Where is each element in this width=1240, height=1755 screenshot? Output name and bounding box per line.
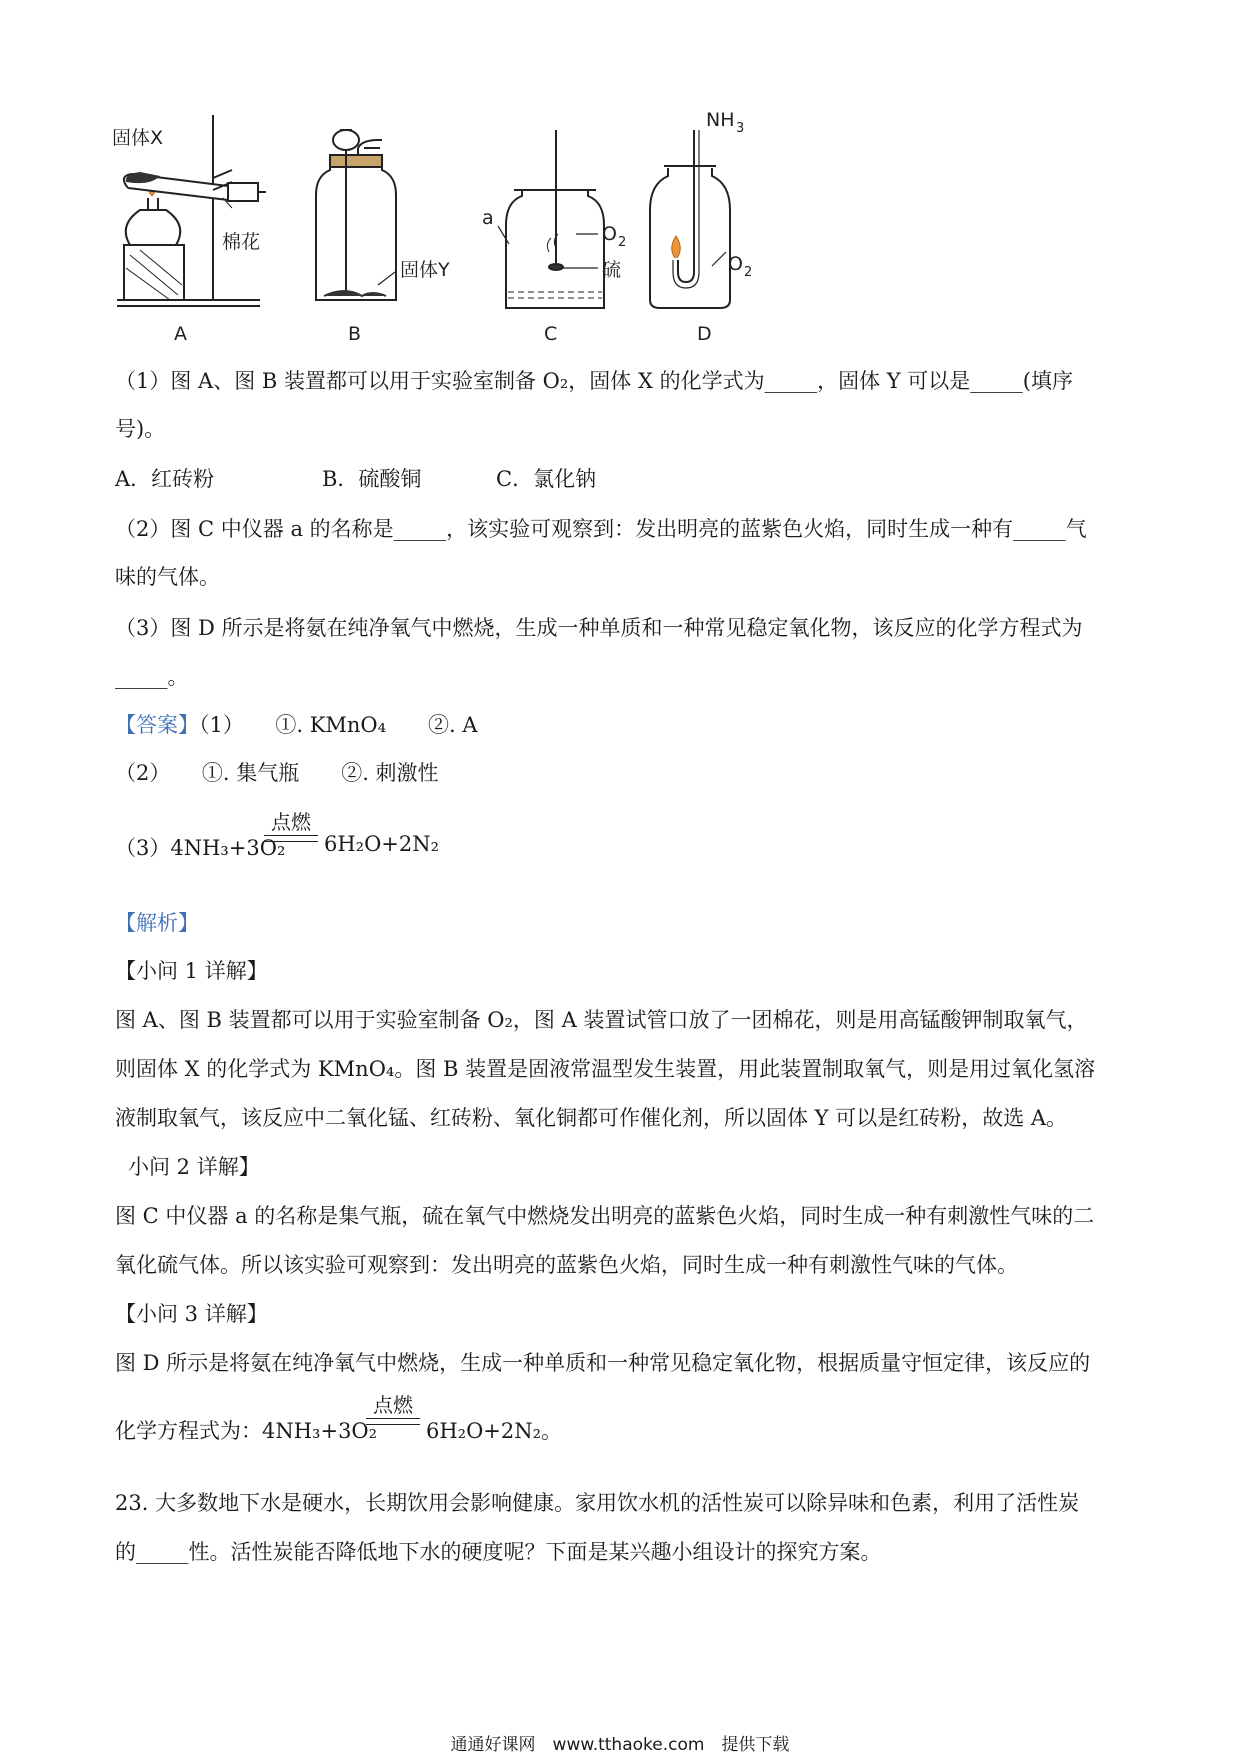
label-c-o2-sub: 2 — [618, 235, 627, 250]
analysis-s3-title: 【小问 3 详解】 — [115, 1302, 268, 1326]
label-nh3: NH — [706, 109, 735, 131]
answer-tag: 【答案】 — [115, 713, 199, 737]
answer-3-suffix: 6H₂O+2N₂ — [324, 832, 440, 856]
q2-line-2: 味的气体。 — [115, 565, 220, 589]
analysis-s1-title: 【小问 1 详解】 — [115, 959, 268, 983]
answer-block — [115, 710, 478, 740]
q1-line-2: 号)。 — [115, 417, 166, 441]
analysis-s2-line-1: 图 C 中仪器 a 的名称是集气瓶，硫在氧气中燃烧发出明亮的蓝紫色火焰，同时生成一种有刺激性气味的二 — [115, 1204, 1095, 1228]
analysis-s3-eq-prefix: 化学方程式为：4NH₃+3O₂ — [115, 1419, 378, 1443]
q3-line-2: _____。 — [115, 665, 189, 689]
label-sulfur: 硫 — [602, 259, 622, 281]
analysis-s2-line-2: 氧化硫气体。所以该实验可观察到：发出明亮的蓝紫色火焰，同时生成一种有刺激性气味的气体。 — [115, 1253, 1018, 1277]
label-nh3-sub: 3 — [736, 121, 745, 136]
analysis-s2-title: 小问 2 详解】 — [128, 1155, 260, 1179]
label-solid-x: 固体X — [112, 127, 164, 149]
answer-3-prefix: （3）4NH₃+3O₂ — [115, 836, 286, 860]
caption-d: D — [697, 323, 712, 345]
answer-1: （1） ①. KMnO₄ ②. A — [199, 713, 478, 737]
label-instrument-a: a — [482, 207, 494, 229]
apparatus-d — [650, 130, 730, 308]
analysis-s3-eq-suffix: 6H₂O+2N₂。 — [426, 1419, 563, 1443]
q23-line-2: 的_____性。活性炭能否降低地下水的硬度呢？下面是某兴趣小组设计的探究方案。 — [115, 1540, 882, 1564]
analysis-s3-condition: 点燃 — [373, 1393, 413, 1417]
q1-option-b: B．硫酸铜 — [322, 467, 422, 491]
label-c-o2: O — [602, 223, 617, 245]
analysis-s3-equals — [366, 1418, 420, 1425]
analysis-tag: 【解析】 — [115, 911, 199, 935]
caption-c: C — [544, 323, 558, 345]
q2-line-1: （2）图 C 中仪器 a 的名称是_____，该实验可观察到：发出明亮的蓝紫色火焰，同时生成一种有_____气 — [115, 517, 1087, 541]
answer-2: （2） ①. 集气瓶 ②. 刺激性 — [115, 761, 439, 785]
caption-a: A — [174, 323, 187, 345]
apparatus-figure — [0, 0, 1240, 350]
q23-line-1: 23. 大多数地下水是硬水，长期饮用会影响健康。家用饮水机的活性炭可以除异味和色素，利用了活性炭 — [115, 1491, 1080, 1515]
answer-3-equals — [264, 835, 318, 842]
label-solid-y: 固体Y — [400, 259, 450, 281]
analysis-s1-line-3: 液制取氧气，该反应中二氧化锰、红砖粉、氧化铜都可作催化剂，所以固体 Y 可以是红砖粉，故选 A。 — [115, 1106, 1068, 1130]
q1-option-c: C．氯化钠 — [496, 467, 597, 491]
apparatus-c — [498, 130, 604, 308]
q1-line-1: （1）图 A、图 B 装置都可以用于实验室制备 O₂，固体 X 的化学式为_____，固体 Y 可以是_____(填序 — [115, 369, 1073, 393]
analysis-s3-line-1: 图 D 所示是将氨在纯净氧气中燃烧，生成一种单质和一种常见稳定氧化物，根据质量守恒定律，该反应的 — [115, 1351, 1091, 1375]
analysis-s1-line-2: 则固体 X 的化学式为 KMnO₄。图 B 装置是固液常温型发生装置，用此装置制取氧气，则是用过氧化氢溶 — [115, 1057, 1096, 1081]
q3-line-1: （3）图 D 所示是将氨在纯净氧气中燃烧，生成一种单质和一种常见稳定氧化物，该反应的化学方程式为 — [115, 616, 1083, 640]
label-cotton: 棉花 — [222, 231, 261, 253]
label-d-o2-sub: 2 — [744, 265, 753, 280]
apparatus-b — [316, 130, 396, 300]
footer-source: 通通好课网 www.tthaoke.com 提供下载 — [450, 1735, 790, 1755]
answer-3-condition: 点燃 — [271, 810, 311, 834]
q1-option-a: A．红砖粉 — [115, 467, 215, 491]
label-d-o2: O — [728, 253, 743, 275]
analysis-s1-line-1: 图 A、图 B 装置都可以用于实验室制备 O₂，图 A 装置试管口放了一团棉花，则是用高锰酸钾制取氧气， — [115, 1008, 1088, 1032]
caption-b: B — [348, 323, 362, 345]
